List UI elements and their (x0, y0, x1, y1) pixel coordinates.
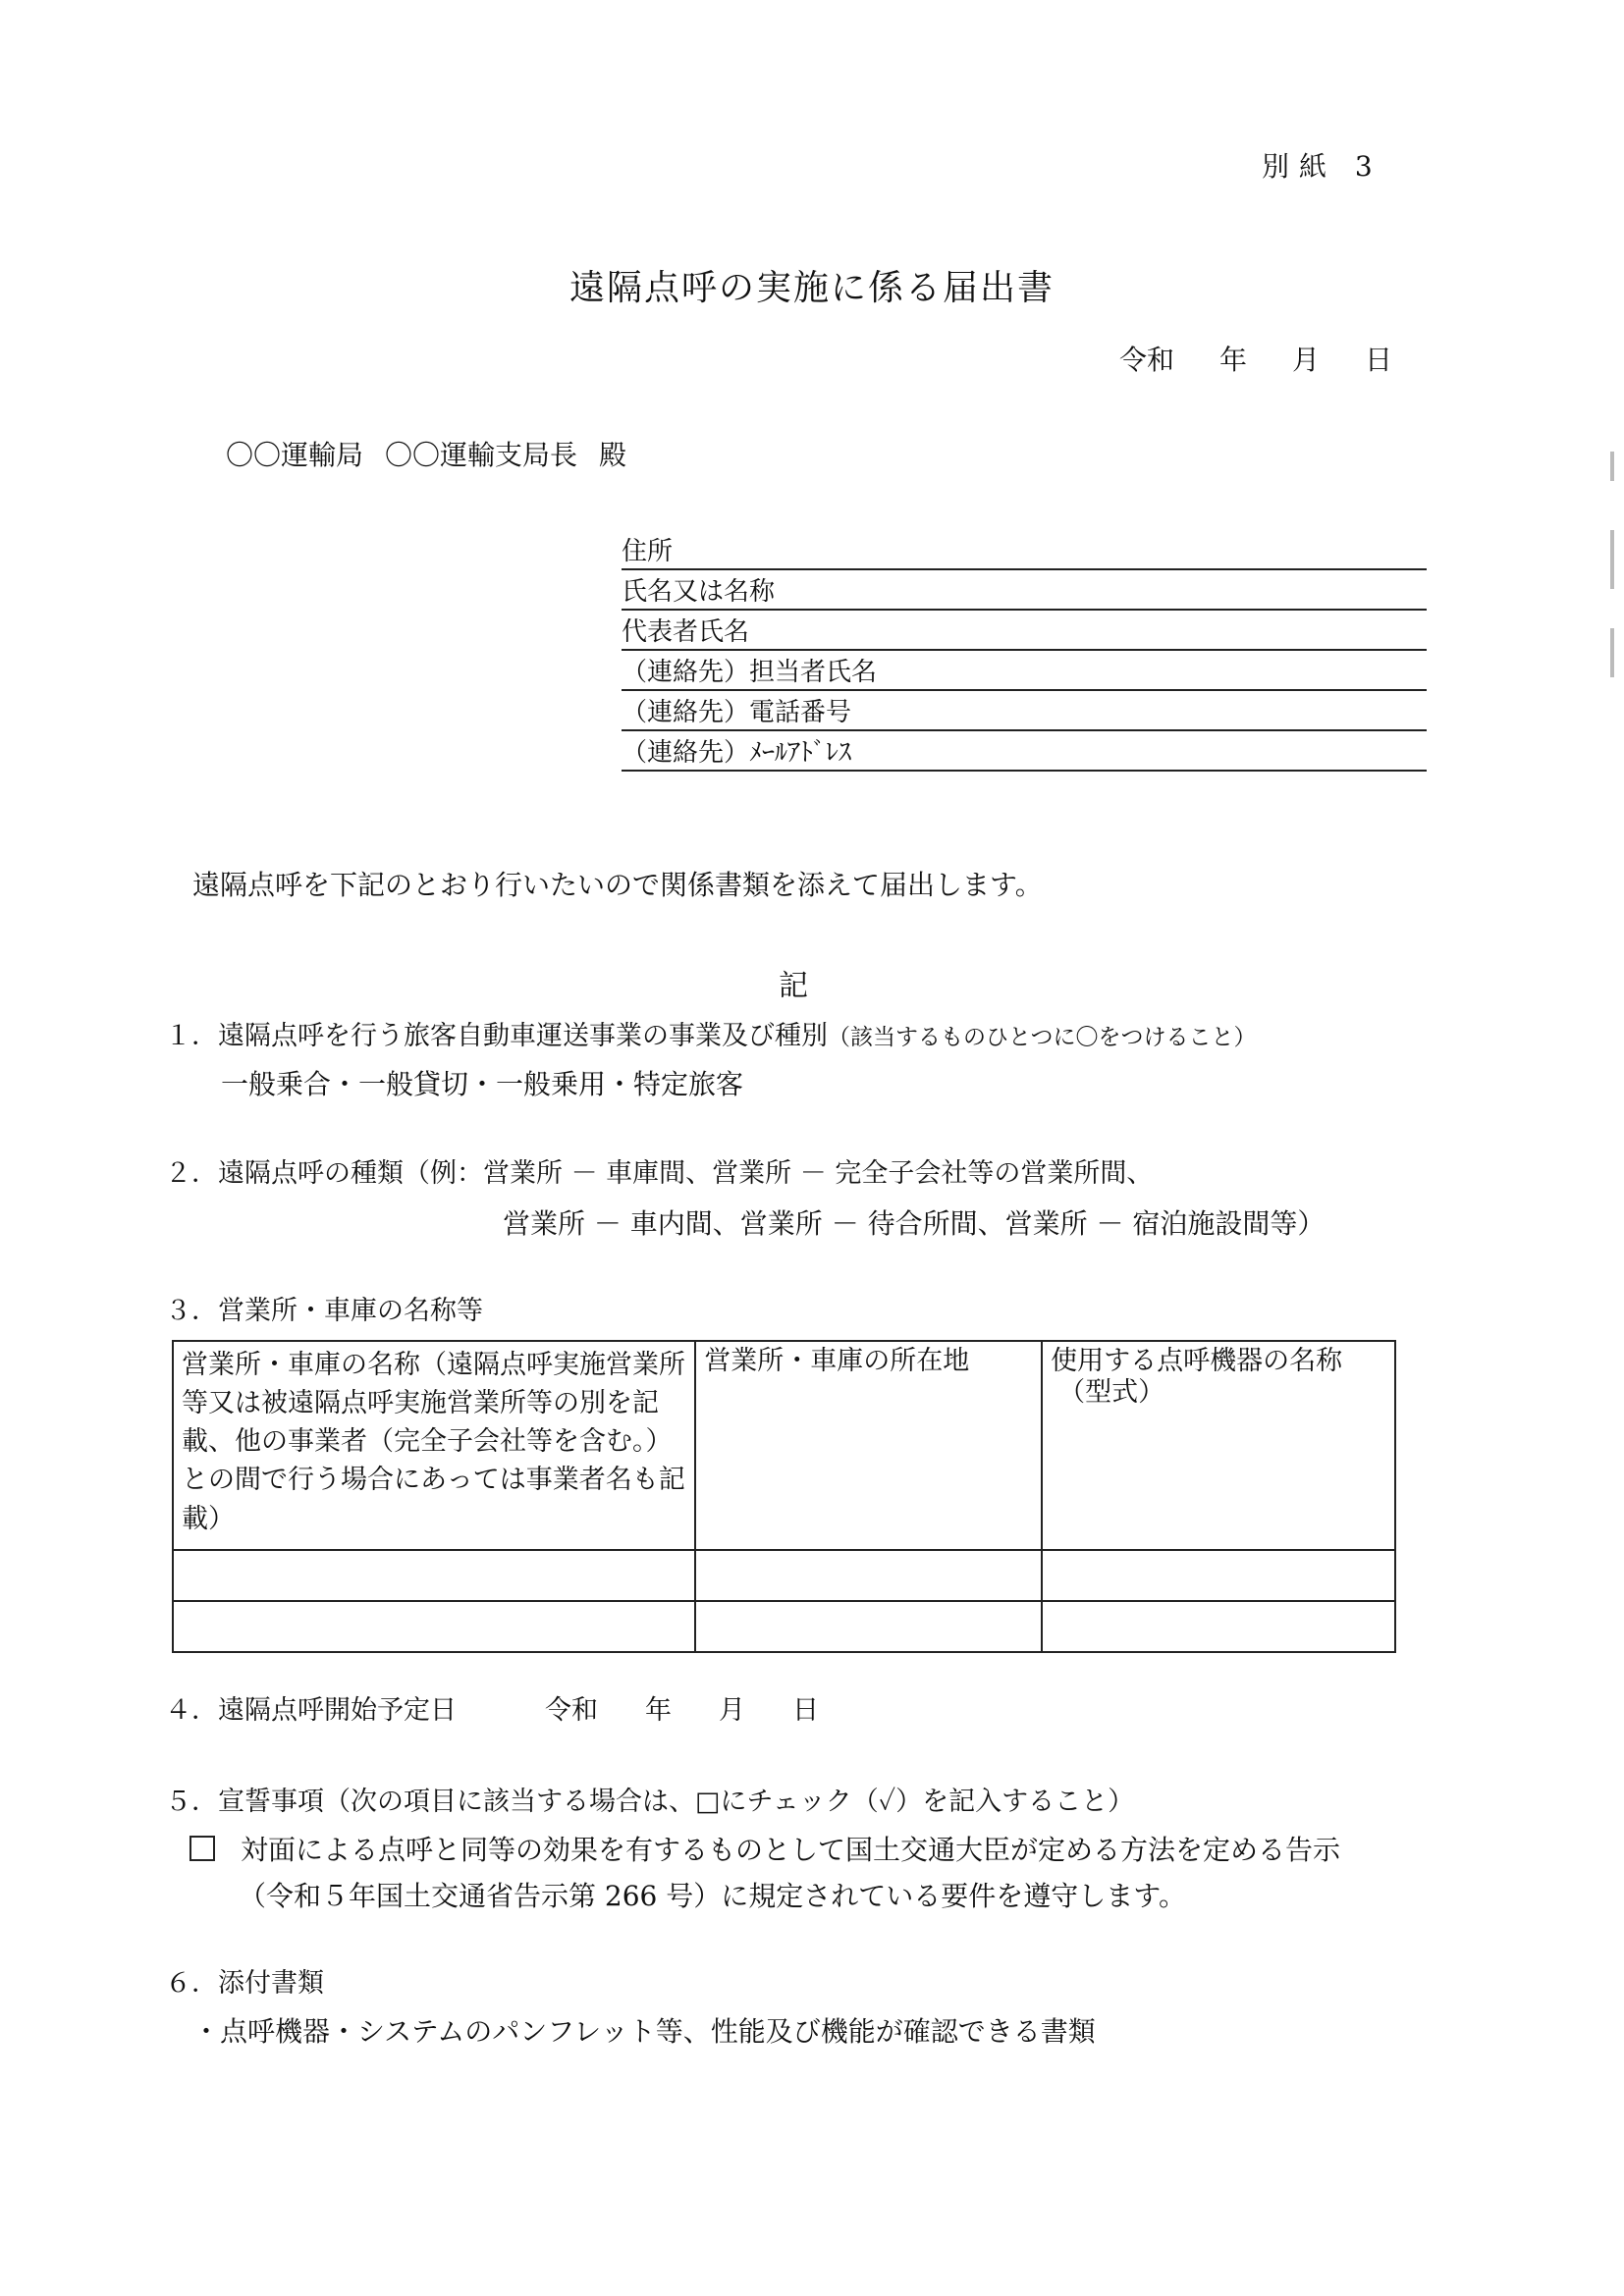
addressee (226, 439, 648, 472)
facility-location-cell[interactable] (695, 1550, 1042, 1601)
facility-table-row (173, 1601, 1395, 1652)
start-date-month: 月 (719, 1695, 745, 1726)
applicant-name-line[interactable] (622, 570, 1427, 611)
section-2-heading: ２．遠隔点呼の種類（例：営業所 － 車庫間、営業所 － 完全子会社等の営業所間、 (165, 1158, 1154, 1189)
section-1-title: １．遠隔点呼を行う旅客自動車運送事業の事業及び種別 (165, 1021, 828, 1051)
device-name-cell[interactable] (1042, 1550, 1395, 1601)
contact-person-label: （連絡先）担当者氏名 (622, 657, 878, 687)
pledge-checkbox[interactable] (189, 1836, 215, 1861)
contact-email-label: （連絡先）ﾒｰﾙｱﾄﾞﾚｽ (622, 737, 852, 768)
addressee-branch: 〇〇運輸支局長 (385, 439, 578, 471)
start-date (545, 1695, 866, 1726)
attachment-item: ・点呼機器・システムのパンフレット等、性能及び機能が確認できる書類 (192, 2015, 1096, 2048)
facility-name-cell[interactable] (173, 1601, 695, 1652)
applicant-block (622, 530, 1427, 772)
date-year: 年 (1219, 344, 1248, 376)
section-3-heading: ３．営業所・車庫の名称等 (165, 1296, 483, 1326)
applicant-address-label: 住所 (622, 536, 674, 566)
date-month: 月 (1292, 344, 1321, 376)
pledge-item (189, 1834, 1340, 1867)
start-date-day: 日 (792, 1695, 819, 1726)
section-6-heading: ６．添付書類 (165, 1968, 324, 1999)
facility-table (172, 1340, 1396, 1653)
facility-name-cell[interactable] (173, 1550, 695, 1601)
section-1-note: （該当するものひとつに〇をつけること） (828, 1025, 1257, 1050)
declaration-text: 遠隔点呼を下記のとおり行いたいので関係書類を添えて届出します。 (192, 869, 1043, 901)
section-2-continuation: 営業所 － 車内間、営業所 － 待合所間、営業所 － 宿泊施設間等） (503, 1207, 1326, 1240)
applicant-address-line[interactable] (622, 530, 1427, 570)
contact-phone-line[interactable] (622, 691, 1427, 731)
device-name-header (1042, 1341, 1395, 1550)
device-name-cell[interactable] (1042, 1601, 1395, 1652)
document-title: 遠隔点呼の実施に係る届出書 (568, 268, 1055, 308)
scan-edge-mark (1610, 530, 1614, 589)
addressee-bureau: 〇〇運輸局 (226, 439, 364, 471)
scan-edge-mark (1610, 452, 1614, 481)
representative-name-label: 代表者氏名 (622, 616, 750, 647)
section-5-heading: ５．宣誓事項（次の項目に該当する場合は、□にチェック（✓）を記入すること） (165, 1787, 1135, 1817)
addressee-honorific: 殿 (599, 439, 627, 471)
representative-name-line[interactable] (622, 611, 1427, 651)
device-model-subheader: （型式） (1058, 1377, 1165, 1409)
device-name-header-label: 使用する点呼機器の名称 (1051, 1346, 1343, 1376)
facility-location-header: 営業所・車庫の所在地 (695, 1341, 1042, 1550)
facility-location-cell[interactable] (695, 1601, 1042, 1652)
contact-email-line[interactable] (622, 731, 1427, 772)
section-1-heading (165, 1021, 1257, 1052)
facility-table-row (173, 1550, 1395, 1601)
submission-date (1119, 344, 1392, 377)
contact-phone-label: （連絡先）電話番号 (622, 697, 852, 727)
section-4-title: ４．遠隔点呼開始予定日 (165, 1695, 457, 1726)
ki-heading: 記 (779, 969, 808, 1003)
start-date-year: 年 (645, 1695, 672, 1726)
pledge-text: 対面による点呼と同等の効果を有するものとして国土交通大臣が定める方法を定める告示 (241, 1834, 1341, 1866)
attachment-number: 別紙 3 (1262, 150, 1382, 183)
contact-person-line[interactable] (622, 651, 1427, 691)
pledge-text-continuation: （令和５年国土交通省告示第 266 号）に規定されている要件を遵守します。 (239, 1880, 1187, 1912)
facility-table-header-row (173, 1341, 1395, 1550)
business-type-options[interactable]: 一般乗合・一般貸切・一般乗用・特定旅客 (221, 1068, 744, 1100)
section-4-heading (165, 1695, 866, 1727)
date-era: 令和 (1119, 344, 1175, 376)
applicant-name-label: 氏名又は名称 (622, 576, 776, 607)
scan-edge-mark (1610, 628, 1614, 677)
date-day: 日 (1365, 344, 1393, 376)
start-date-era: 令和 (545, 1695, 598, 1726)
facility-name-header: 営業所・車庫の名称（遠隔点呼実施営業所等又は被遠隔点呼実施営業所等の別を記載、他の事業者（完全子会社等を含む。）との間で行う場合にあっては事業者名も記載） (173, 1341, 695, 1550)
